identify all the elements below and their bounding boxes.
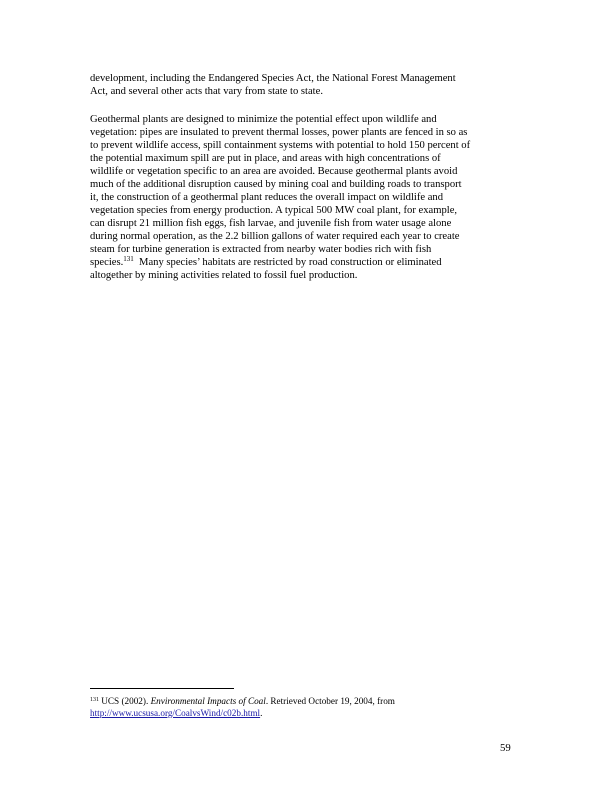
footnote-text: . (260, 708, 263, 718)
body-text-line: Geothermal plants are designed to minimize the potential effect upon wildlife and (90, 114, 437, 125)
body-text-line: to prevent wildlife access, spill containment systems with potential to hold 150 percent of (90, 140, 471, 151)
footnote-link[interactable]: http://www.ucsusa.org/CoalvsWind/c02b.html (90, 708, 261, 718)
body-text-fragment: Many species’ habitats are restricted by road construction or eliminated (133, 257, 442, 268)
footnote-separator (90, 688, 234, 689)
body-text-line-with-reference (90, 256, 530, 269)
body-text-line: vegetation species from energy production. A typical 500 MW coal plant, for example, (90, 205, 458, 216)
body-text-line: much of the additional disruption caused by mining coal and building roads to transport (90, 179, 462, 190)
body-text-line: vegetation: pipes are insulated to prevent thermal losses, power plants are fenced in so as (90, 127, 468, 138)
page-number: 59 (500, 742, 511, 754)
body-text-line: Act, and several other acts that vary from state to state. (90, 86, 323, 97)
body-text-fragment: species. (90, 257, 124, 268)
body-text-line: steam for turbine generation is extracted from nearby water bodies rich with fish (90, 244, 432, 255)
footnote-title: Environmental Impacts of Coal (150, 696, 266, 706)
body-text-line: altogether by mining activities related to fossil fuel production. (90, 270, 358, 281)
footnote-marker: 131 (90, 697, 99, 703)
body-text-line: development, including the Endangered Species Act, the National Forest Management (90, 73, 456, 84)
footnote-text: UCS (2002). (99, 696, 151, 706)
body-text-line: the potential maximum spill are put in place, and areas with high concentrations of (90, 153, 441, 164)
body-text-line: wildlife or vegetation specific to an area are avoided. Because geothermal plants avoid (90, 166, 458, 177)
body-text-line: it, the construction of a geothermal plant reduces the overall impact on wildlife and (90, 192, 444, 203)
body-text-line: during normal operation, as the 2.2 billion gallons of water required each year to create (90, 231, 460, 242)
body-text-line: can disrupt 21 million fish eggs, fish larvae, and juvenile fish from water usage alone (90, 218, 452, 229)
footnote-text: . Retrieved October 19, 2004, from (265, 696, 395, 706)
footnote-line (90, 708, 262, 719)
footnote-line (90, 696, 395, 707)
footnote-reference-marker: 131 (123, 255, 134, 263)
